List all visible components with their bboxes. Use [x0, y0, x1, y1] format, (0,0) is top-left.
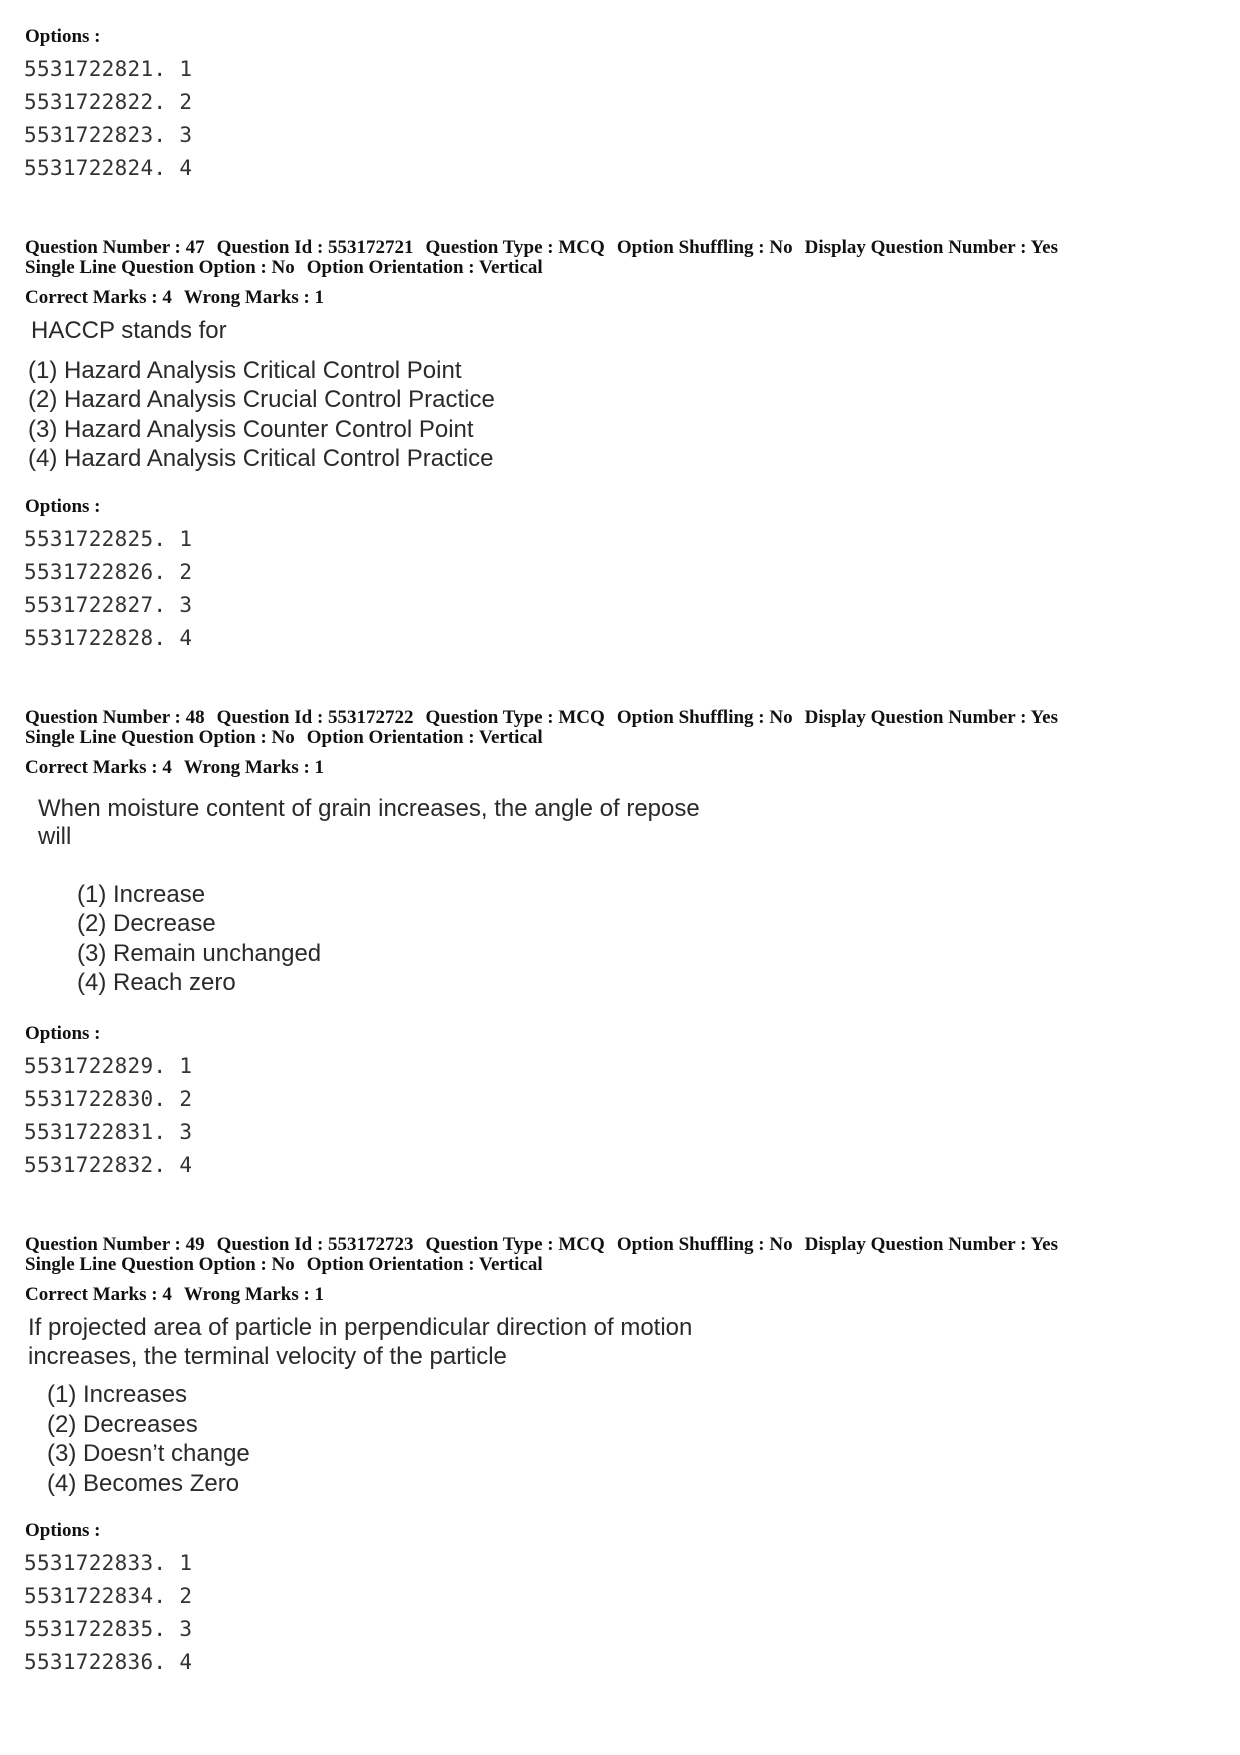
question-choice: (4) Becomes Zero — [47, 1470, 240, 1497]
option-item: 5531722824. 4 — [24, 156, 193, 180]
option-item: 5531722830. 2 — [24, 1087, 193, 1111]
wrong-marks: Wrong Marks : 1 — [183, 757, 325, 778]
question-stem: increases, the terminal velocity of the particle — [28, 1343, 507, 1370]
question-marks — [25, 1284, 336, 1305]
question-stem: HACCP stands for — [31, 317, 227, 344]
question-choice: (3) Doesn’t change — [47, 1440, 250, 1467]
display-question-number: Display Question Number : Yes — [804, 707, 1058, 728]
single-line-option: Single Line Question Option : No — [25, 1254, 295, 1275]
question-meta-line1 — [25, 237, 1070, 258]
wrong-marks: Wrong Marks : 1 — [183, 1284, 325, 1305]
question-id: Question Id : 553172723 — [216, 1234, 414, 1255]
question-stem: will — [38, 823, 72, 850]
question-marks — [25, 287, 336, 308]
option-item: 5531722835. 3 — [24, 1617, 193, 1641]
option-item: 5531722827. 3 — [24, 593, 193, 617]
wrong-marks: Wrong Marks : 1 — [183, 287, 325, 308]
question-choice: (2) Decrease — [77, 910, 216, 937]
question-meta-line2 — [25, 1254, 555, 1275]
correct-marks: Correct Marks : 4 — [25, 1284, 172, 1305]
question-choice: (4) Hazard Analysis Critical Control Practice — [28, 445, 494, 472]
question-choice: (1) Increases — [47, 1381, 188, 1408]
option-orientation: Option Orientation : Vertical — [306, 257, 543, 278]
display-question-number: Display Question Number : Yes — [804, 237, 1058, 258]
question-meta-line1 — [25, 1234, 1070, 1255]
option-item: 5531722832. 4 — [24, 1153, 193, 1177]
display-question-number: Display Question Number : Yes — [804, 1234, 1058, 1255]
question-id: Question Id : 553172722 — [216, 707, 414, 728]
question-number: Question Number : 48 — [25, 707, 205, 728]
option-item: 5531722825. 1 — [24, 527, 193, 551]
option-item: 5531722822. 2 — [24, 90, 193, 114]
options-label: Options : — [25, 1023, 101, 1044]
option-item: 5531722826. 2 — [24, 560, 193, 584]
single-line-option: Single Line Question Option : No — [25, 727, 295, 748]
option-item: 5531722828. 4 — [24, 626, 193, 650]
options-label: Options : — [25, 496, 101, 517]
correct-marks: Correct Marks : 4 — [25, 287, 172, 308]
question-meta-line2 — [25, 257, 555, 278]
option-item: 5531722833. 1 — [24, 1551, 193, 1575]
option-orientation: Option Orientation : Vertical — [306, 727, 543, 748]
question-id: Question Id : 553172721 — [216, 237, 414, 258]
question-number: Question Number : 49 — [25, 1234, 205, 1255]
question-choice: (1) Increase — [77, 881, 206, 908]
question-type: Question Type : MCQ — [425, 1234, 605, 1255]
correct-marks: Correct Marks : 4 — [25, 757, 172, 778]
option-shuffling: Option Shuffling : No — [616, 707, 793, 728]
option-shuffling: Option Shuffling : No — [616, 237, 793, 258]
option-item: 5531722821. 1 — [24, 57, 193, 81]
question-choice: (2) Decreases — [47, 1411, 198, 1438]
question-choice: (3) Hazard Analysis Counter Control Point — [28, 416, 474, 443]
question-choice: (3) Remain unchanged — [77, 940, 322, 967]
question-choice: (2) Hazard Analysis Crucial Control Practice — [28, 386, 495, 413]
option-item: 5531722829. 1 — [24, 1054, 193, 1078]
question-type: Question Type : MCQ — [425, 237, 605, 258]
single-line-option: Single Line Question Option : No — [25, 257, 295, 278]
question-marks — [25, 757, 336, 778]
option-item: 5531722831. 3 — [24, 1120, 193, 1144]
options-label: Options : — [25, 1520, 101, 1541]
question-choice: (1) Hazard Analysis Critical Control Point — [28, 357, 462, 384]
question-choice: (4) Reach zero — [77, 969, 236, 996]
options-label: Options : — [25, 26, 101, 47]
question-meta-line1 — [25, 707, 1070, 728]
question-stem: When moisture content of grain increases, the angle of repose — [38, 795, 700, 822]
question-number: Question Number : 47 — [25, 237, 205, 258]
option-item: 5531722823. 3 — [24, 123, 193, 147]
option-item: 5531722834. 2 — [24, 1584, 193, 1608]
question-meta-line2 — [25, 727, 555, 748]
option-shuffling: Option Shuffling : No — [616, 1234, 793, 1255]
question-type: Question Type : MCQ — [425, 707, 605, 728]
option-orientation: Option Orientation : Vertical — [306, 1254, 543, 1275]
option-item: 5531722836. 4 — [24, 1650, 193, 1674]
question-stem: If projected area of particle in perpendicular direction of motion — [28, 1314, 693, 1341]
